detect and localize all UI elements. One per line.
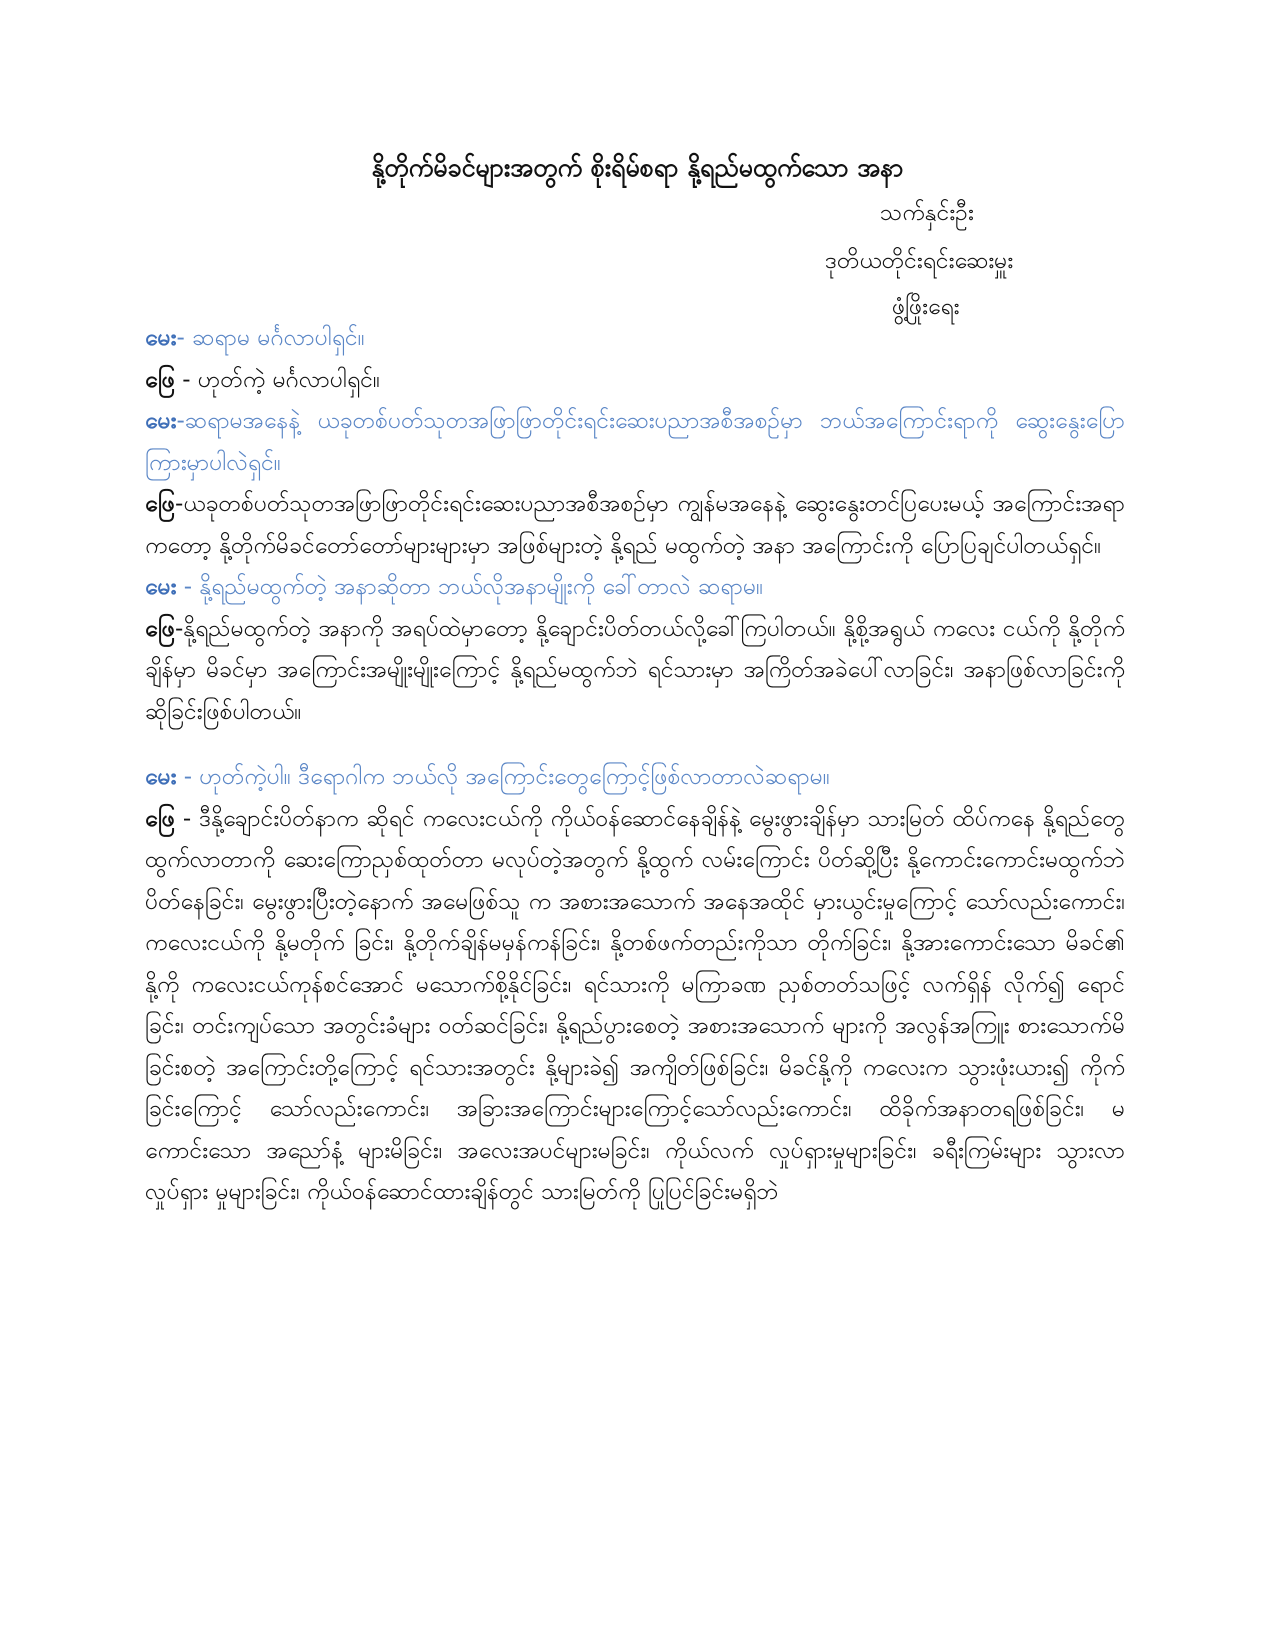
question-text: -ဆရာမအနေနဲ့ ယခုတစ်ပတ်သုတအဖြာဖြာတိုင်းရင်းဆေးပညာအစီအစဉ်မှာ ဘယ်အကြောင်းရာကို ဆွေးနွေးပြောကြားမှာပါလဲရှင်။ xyxy=(145,408,1125,476)
answer-label: ဖြေ xyxy=(145,615,175,642)
answer-label: ဖြေ xyxy=(145,491,175,517)
question-1 xyxy=(145,318,1125,360)
question-2 xyxy=(145,401,1125,484)
paragraph-gap xyxy=(145,733,1125,757)
question-label: မေး xyxy=(145,574,177,600)
answer-3 xyxy=(145,609,1125,734)
page-title: နို့တိုက်မိခင်များအတွက် စိုးရိမ်စရာ နို့ရည်မထွက်သော အနာ xyxy=(371,153,904,182)
answer-2 xyxy=(145,484,1125,567)
author-name: သက်နှင်းဦး xyxy=(880,200,974,226)
answer-label: ဖြေ xyxy=(145,366,175,393)
answer-4 xyxy=(145,799,1125,1214)
question-label: မေး xyxy=(145,408,177,434)
answer-text: -ယခုတစ်ပတ်သုတအဖြာဖြာတိုင်းရင်းဆေးပညာအစီအစဉ်မှာ ကျွန်မအနေနဲ့ ဆွေးနွေးတင်ပြပေးမယ့် အကြောင်းအရာကတော့ နို့တိုက်မိခင်တော်တော်များများမှာ အဖြစ်များတဲ့ နို့ရည် မထွက်တဲ့ အနာ အကြောင်းကို ပြောပြချင်ပါတယ်ရှင်။ xyxy=(145,491,1125,559)
question-3 xyxy=(145,567,1125,609)
answer-text: - ဟုတ်ကဲ့ မင်္ဂလာပါရှင်။ xyxy=(174,366,380,393)
question-4 xyxy=(145,757,1125,799)
question-text: - နို့ရည်မထွက်တဲ့ အနာဆိုတာ ဘယ်လိုအနာမျိုးကို ခေါ်တာလဲ ဆရာမ။ xyxy=(176,574,764,600)
question-label: မေး xyxy=(145,325,177,351)
qa-body xyxy=(145,318,1125,1214)
answer-label: ဖြေ xyxy=(145,805,175,832)
question-label: မေး xyxy=(145,764,177,790)
answer-text: - ဒီနို့ချောင်းပိတ်နာက ဆိုရင် ကလေးငယ်ကို ကိုယ်ဝန်ဆောင်နေချိန်နဲ့ မွေးဖွားချိန်မှာ သားမြတ် ထိပ်ကနေ နို့ရည်တွေ ထွက်လာတာကို ဆေးကြောညှစ်ထုတ်တာ မလုပ်တဲ့အတွက် နို့ထွက် လမ်းကြောင်း ပိတ်ဆို့ပြီး နို့ကောင်းကောင်းမထွက်ဘဲ ပိတ်နေခြင်း၊ မွေးဖွားပြီးတဲ့နောက် အမေဖြစ်သူ က အစားအသောက် အနေအထိုင် မှားယွင်းမှုကြောင့် သော်လည်းကောင်း၊ ကလေးငယ်ကို နို့မတိုက် ခြင်း၊ နို့တိုက်ချိန်မမှန်ကန်ခြင်း၊ နို့တစ်ဖက်တည်းကိုသာ တိုက်ခြင်း၊ နို့အားကောင်းသော မိခင်၏ နို့ကို ကလေးငယ်ကုန်စင်အောင် မသောက်စို့နိုင်ခြင်း၊ ရင်သားကို မကြာခဏ ညှစ်တတ်သဖြင့် လက်ရှိန် လိုက်၍ ရောင်ခြင်း၊ တင်းကျပ်သော အတွင်းခံများ ဝတ်ဆင်ခြင်း၊ နို့ရည်ပွားစေတဲ့ အစားအသောက် များကို အလွန်အကြူး စားသောက်မိခြင်းစတဲ့ အကြောင်းတို့ကြောင့် ရင်သားအတွင်း နို့များခဲ၍ အကျိတ်ဖြစ်ခြင်း၊ မိခင်နို့ကို ကလေးက သွားဖုံးယား၍ ကိုက်ခြင်းကြောင့် သော်လည်းကောင်း၊ အခြားအကြောင်းများကြောင့်သော်လည်းကောင်း၊ ထိခိုက်အနာတရဖြစ်ခြင်း၊ မကောင်းသော အညော်နံ့ များမိခြင်း၊ အလေးအပင်များမခြင်း၊ ကိုယ်လက် လှုပ်ရှားမှုများခြင်း၊ ခရီးကြမ်းများ သွားလာလှုပ်ရှား မှုများခြင်း၊ ကိုယ်ဝန်ဆောင်ထားချိန်တွင် သားမြတ်ကို ပြုပြင်ခြင်းမရှိဘဲ xyxy=(145,805,1125,1205)
question-text: - ဆရာမ မင်္ဂလာပါရှင်။ xyxy=(176,325,365,351)
author-position: ဒုတိယတိုင်းရင်းဆေးမှူး xyxy=(825,248,1014,274)
author-location: ဖွံ့ဖြိုးရေး xyxy=(892,294,960,320)
answer-text: -နို့ရည်မထွက်တဲ့ အနာကို အရပ်ထဲမှာတော့ နို့ချောင်းပိတ်တယ်လို့ခေါ်ကြပါတယ်။ နို့စို့အရွယ် ကလေး ငယ်ကို နို့တိုက်ချိန်မှာ မိခင်မှာ အကြောင်းအမျိုးမျိုးကြောင့် နို့ရည်မထွက်ဘဲ ရင်သားမှာ အကြိတ်အခဲပေါ်လာခြင်း၊ အနာဖြစ်လာခြင်းကို ဆိုခြင်းဖြစ်ပါတယ်။ xyxy=(145,615,1125,725)
answer-1 xyxy=(145,360,1125,402)
question-text: - ဟုတ်ကဲ့ပါ။ ဒီရောဂါက ဘယ်လို အကြောင်းတွေကြောင့်ဖြစ်လာတာလဲဆရာမ။ xyxy=(176,764,830,790)
